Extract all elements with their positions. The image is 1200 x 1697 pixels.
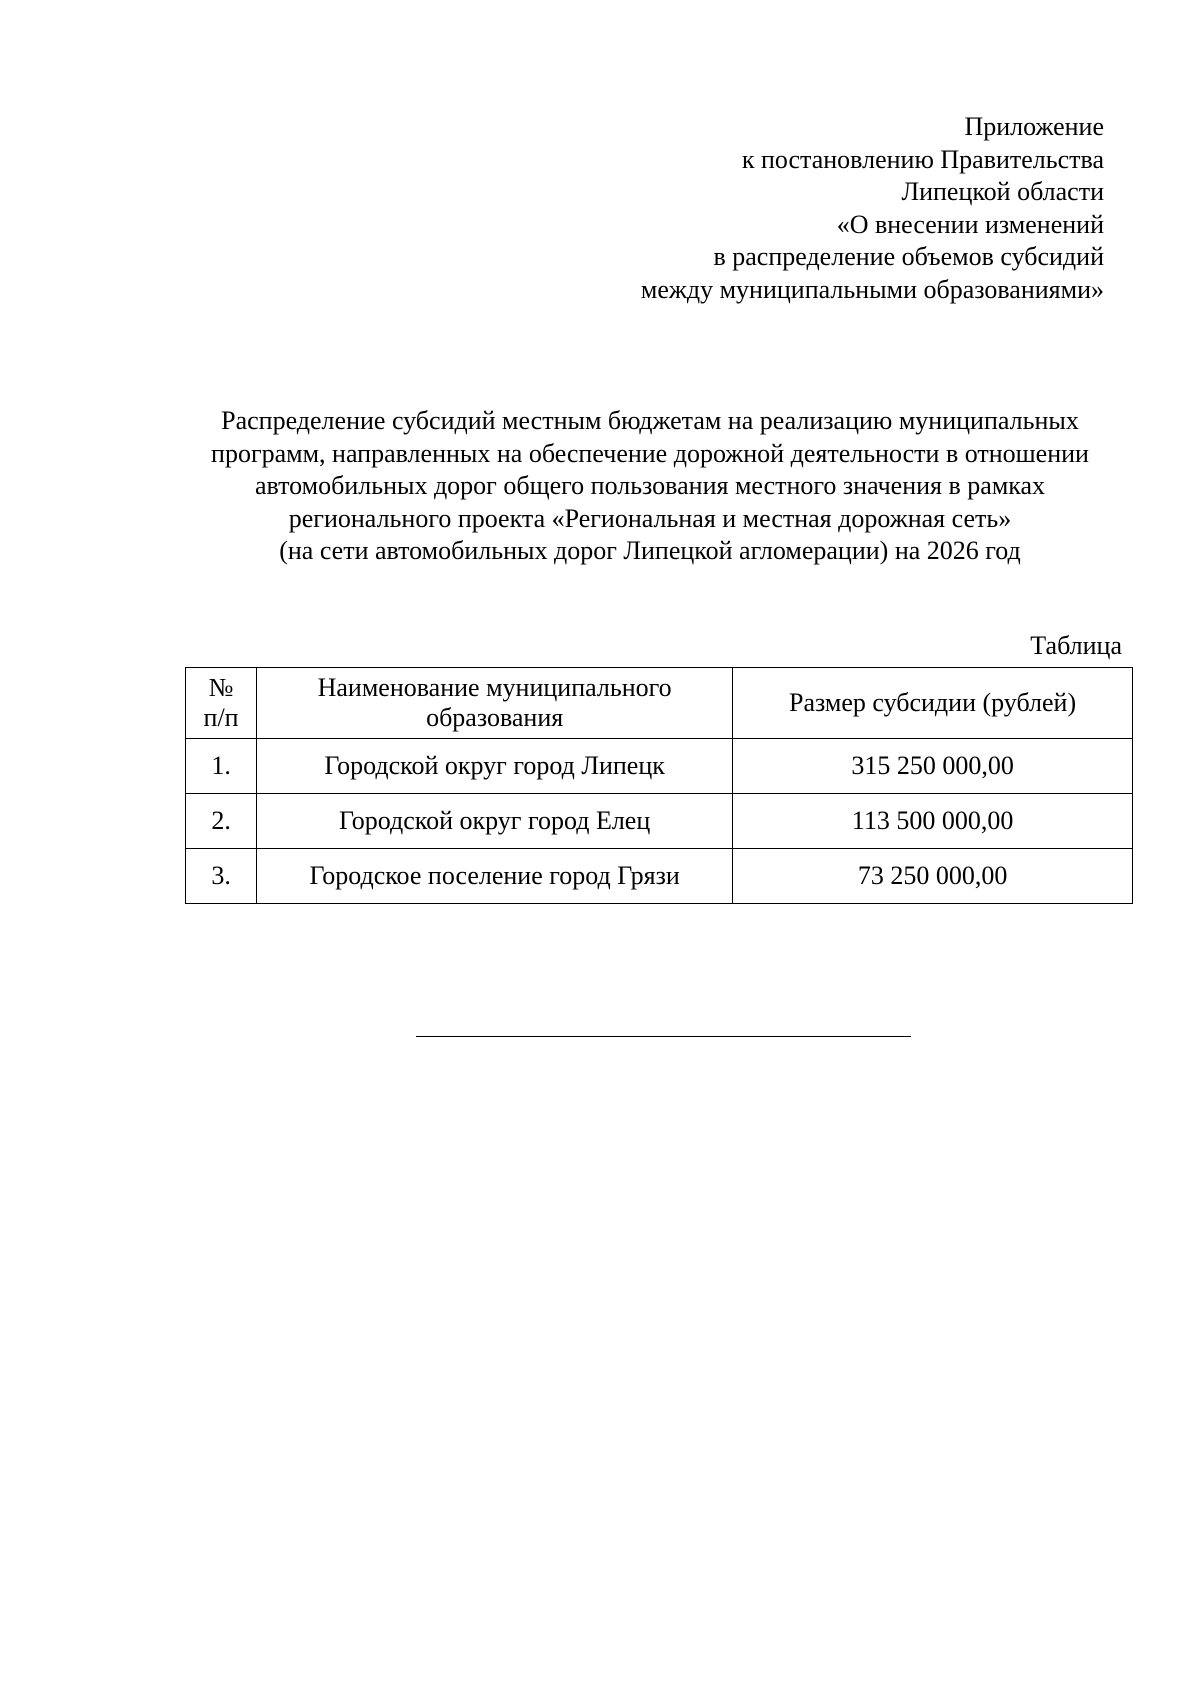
row-name: Городской округ город Липецк [257, 739, 733, 794]
title-line: регионального проекта «Региональная и местная дорожная сеть» [288, 503, 1012, 533]
header-name-line1: Наименование муниципального [317, 673, 672, 702]
header-number-line1: № [208, 673, 234, 702]
document-title [150, 405, 1150, 568]
header-name-line2: образования [426, 703, 564, 732]
table-label: Таблица [1030, 631, 1122, 660]
table-row [186, 849, 1133, 904]
header-name [257, 668, 733, 739]
row-number: 2. [186, 794, 257, 849]
annex-line: «О внесении изменений [836, 209, 1104, 239]
subsidy-table [185, 667, 1133, 904]
row-number: 1. [186, 739, 257, 794]
row-name: Городской округ город Елец [257, 794, 733, 849]
header-number-line2: п/п [203, 703, 239, 732]
annex-line: к постановлению Правительства [741, 144, 1104, 174]
closing-divider [416, 1036, 911, 1037]
table-row [186, 739, 1133, 794]
header-number [186, 668, 257, 739]
table-header-row [186, 668, 1133, 739]
title-line: (на сети автомобильных дорог Липецкой агломерации) на 2026 год [279, 536, 1021, 565]
row-amount: 113 500 000,00 [733, 794, 1133, 849]
title-line: автомобильных дорог общего пользования местного значения в рамках [254, 471, 1046, 500]
row-amount: 73 250 000,00 [733, 849, 1133, 904]
annex-header [404, 111, 1104, 306]
header-amount: Размер субсидии (рублей) [733, 668, 1133, 739]
table-row [186, 794, 1133, 849]
annex-line: между муниципальными образованиями» [640, 274, 1104, 304]
title-line: программ, направленных на обеспечение дорожной деятельности в отношении [211, 438, 1089, 468]
row-amount: 315 250 000,00 [733, 739, 1133, 794]
row-number: 3. [186, 849, 257, 904]
annex-line: в распределение объемов субсидий [713, 242, 1104, 271]
row-name: Городское поселение город Грязи [257, 849, 733, 904]
annex-line: Липецкой области [901, 177, 1104, 206]
title-line: Распределение субсидий местным бюджетам на реализацию муниципальных [221, 406, 1079, 435]
annex-line: Приложение [964, 112, 1104, 141]
